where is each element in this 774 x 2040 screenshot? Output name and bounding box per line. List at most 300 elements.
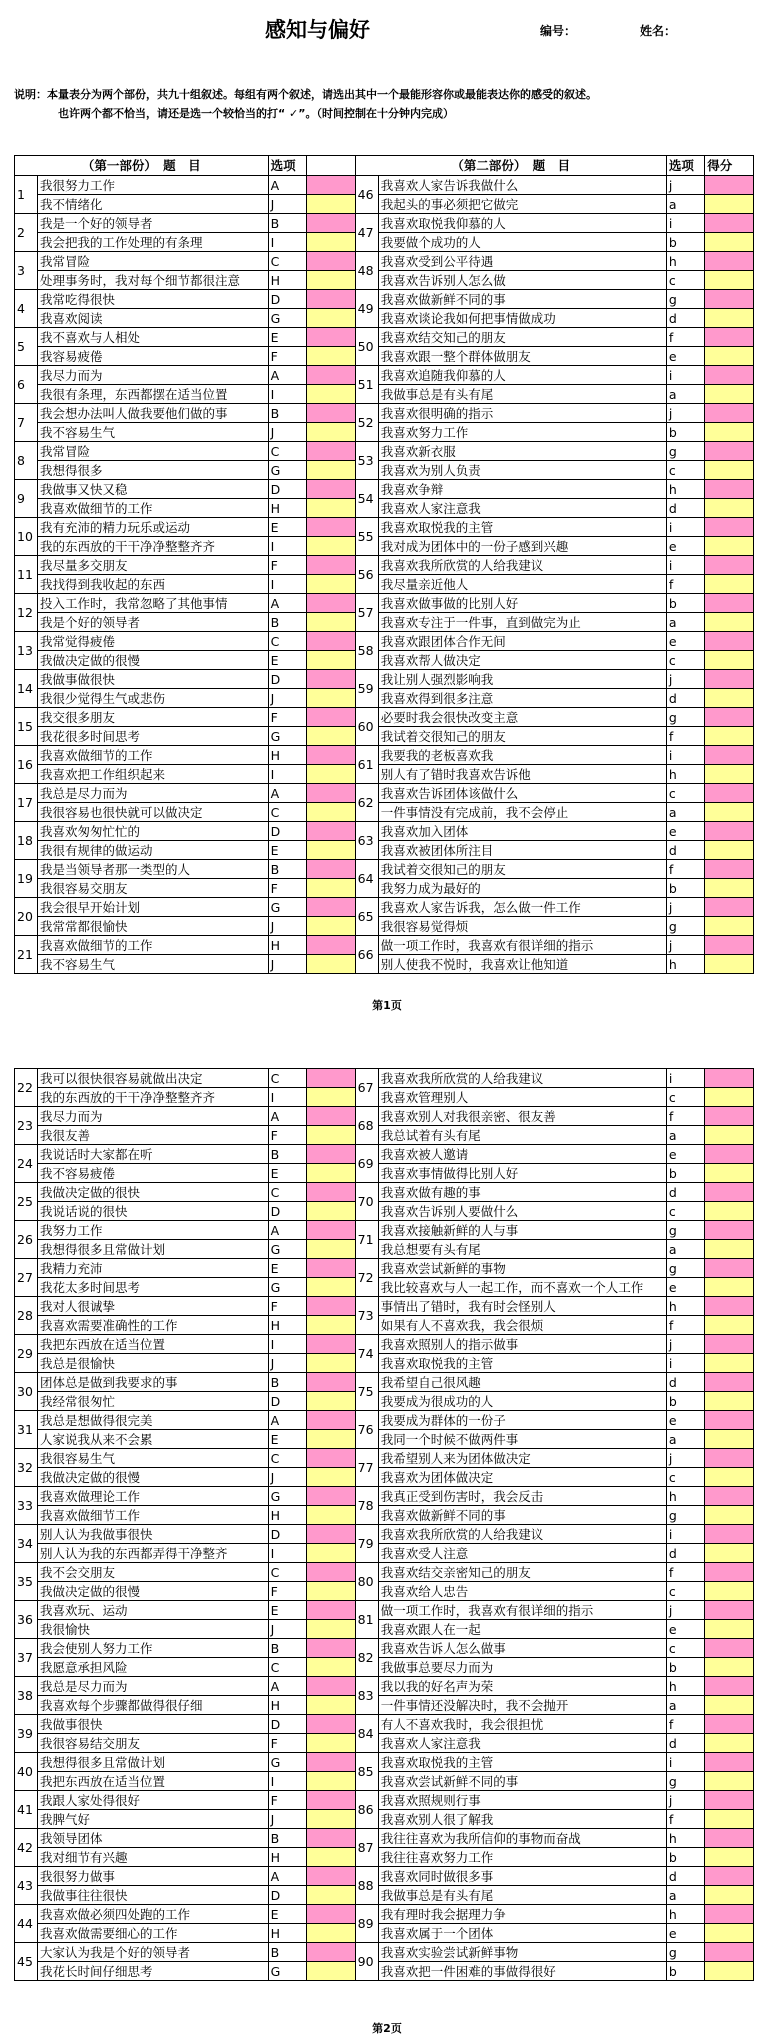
answer-cell-b[interactable] [705,1278,754,1297]
answer-cell-a[interactable] [705,1753,754,1772]
option-letter: E [268,1259,306,1278]
answer-cell-a[interactable] [705,404,754,423]
answer-cell-a[interactable] [705,1183,754,1202]
answer-cell-a[interactable] [306,480,355,499]
answer-cell-b[interactable] [705,1354,754,1373]
answer-cell-b[interactable] [306,879,355,898]
answer-cell-b[interactable] [306,195,355,214]
statement-b: 别人认为我的东西都弄得干净整齐 [38,1544,269,1563]
statement-a: 我说话时大家都在听 [38,1145,269,1164]
instructions-line-2: 也许两个都不恰当，请还是选一个较恰当的打“ ✓”。（时间控制在十分钟内完成） [58,107,455,120]
statement-a: 我是一个好的领导者 [38,214,269,233]
answer-cell-b[interactable] [307,1506,356,1525]
answer-cell-b[interactable] [307,1202,356,1221]
option-letter: C [268,1183,306,1202]
answer-cell-a[interactable] [307,1183,356,1202]
answer-cell-b[interactable] [307,1620,356,1639]
answer-cell-a[interactable] [306,784,355,803]
answer-cell-a[interactable] [705,746,754,765]
answer-cell-b[interactable] [705,1506,754,1525]
answer-cell-b[interactable] [306,271,355,290]
answer-cell-a[interactable] [705,1107,754,1126]
answer-cell-a[interactable] [306,936,355,955]
question-row [15,1069,754,1088]
option-letter: C [268,1449,306,1468]
question-row [15,195,754,214]
statement-b: 我想得很多 [38,461,269,480]
answer-cell-b[interactable] [705,1164,754,1183]
answer-cell-a[interactable] [705,1221,754,1240]
question-row [15,1354,754,1373]
answer-cell-b[interactable] [306,917,355,936]
question-number: 8 [15,442,38,480]
statement-b: 如果有人不喜欢我，我会很烦 [378,1316,666,1335]
answer-cell-a[interactable] [705,1259,754,1278]
statement-b: 我很愉快 [38,1620,269,1639]
statement-a: 我喜欢告诉人怎么做事 [378,1639,666,1658]
option-letter: E [268,1164,306,1183]
question-row [15,670,754,689]
answer-cell-a[interactable] [307,1677,356,1696]
question-row [15,1753,754,1772]
option-letter: h [666,1297,704,1316]
answer-cell-a[interactable] [705,1601,754,1620]
answer-cell-a[interactable] [306,632,355,651]
option-letter: j [666,1449,704,1468]
answer-cell-a[interactable] [705,784,754,803]
answer-cell-b[interactable] [705,1924,754,1943]
answer-cell-a[interactable] [306,898,355,917]
question-number: 23 [15,1107,38,1145]
answer-cell-a[interactable] [307,1107,356,1126]
option-letter: a [666,1696,704,1715]
option-letter: C [268,252,306,271]
answer-cell-a[interactable] [306,746,355,765]
option-letter: e [666,537,704,556]
answer-cell-b[interactable] [306,651,355,670]
answer-cell-b[interactable] [705,1772,754,1791]
statement-b: 我的东西放的干干净净整整齐齐 [38,537,269,556]
question-number: 30 [15,1373,38,1411]
answer-cell-a[interactable] [705,1829,754,1848]
option-letter: f [666,1810,704,1829]
answer-cell-a[interactable] [705,1867,754,1886]
statement-b: 我喜欢每个步骤都做得很仔细 [38,1696,269,1715]
answer-cell-a[interactable] [705,1677,754,1696]
answer-cell-b[interactable] [705,195,754,214]
answer-cell-b[interactable] [705,765,754,784]
answer-cell-b[interactable] [705,461,754,480]
question-row [15,1373,754,1392]
answer-cell-a[interactable] [705,480,754,499]
answer-cell-b[interactable] [306,499,355,518]
answer-cell-a[interactable] [705,632,754,651]
question-row [15,1658,754,1677]
option-letter: E [268,518,306,537]
answer-cell-b[interactable] [307,1088,356,1107]
answer-cell-a[interactable] [705,442,754,461]
statement-a: 我常吃得很快 [38,290,269,309]
question-number: 18 [15,822,38,860]
answer-cell-a[interactable] [307,1259,356,1278]
statement-b: 我喜欢跟一整个群体做朋友 [378,347,666,366]
question-row [15,1164,754,1183]
option-letter: A [268,1677,306,1696]
question-row [15,1734,754,1753]
answer-cell-a[interactable] [705,860,754,879]
answer-cell-b[interactable] [705,841,754,860]
answer-cell-b[interactable] [306,309,355,328]
question-number: 11 [15,556,38,594]
option-letter: h [666,955,704,974]
option-letter: G [268,1240,306,1259]
answer-cell-b[interactable] [705,1088,754,1107]
answer-cell-b[interactable] [306,613,355,632]
answer-cell-b[interactable] [307,1848,356,1867]
answer-cell-a[interactable] [705,1487,754,1506]
statement-b: 我会把我的工作处理的有条理 [38,233,269,252]
option-letter: E [268,1601,306,1620]
statement-a: 我有充沛的精力玩乐或运动 [38,518,269,537]
answer-cell-a[interactable] [307,1373,356,1392]
answer-cell-a[interactable] [307,1221,356,1240]
answer-cell-a[interactable] [307,1335,356,1354]
option-letter: b [666,1962,704,1981]
answer-cell-a[interactable] [705,822,754,841]
question-row [15,461,754,480]
answer-cell-a[interactable] [307,1145,356,1164]
statement-b: 我把东西放在适当位置 [38,1772,269,1791]
question-row [15,518,754,537]
question-row [15,442,754,461]
answer-cell-b[interactable] [306,233,355,252]
question-number: 66 [355,936,378,974]
statement-a: 我常觉得疲倦 [38,632,269,651]
answer-cell-b[interactable] [307,1658,356,1677]
answer-cell-a[interactable] [705,556,754,575]
answer-cell-a[interactable] [307,1905,356,1924]
answer-cell-a[interactable] [306,556,355,575]
answer-cell-b[interactable] [705,499,754,518]
option-letter: B [268,214,306,233]
answer-cell-b[interactable] [705,1582,754,1601]
answer-cell-a[interactable] [307,1791,356,1810]
statement-b: 我很容易交朋友 [38,879,269,898]
option-letter: g [666,1506,704,1525]
option-letter: d [666,841,704,860]
answer-cell-a[interactable] [307,1297,356,1316]
question-number: 16 [15,746,38,784]
answer-cell-b[interactable] [705,1240,754,1259]
statement-b: 我喜欢人家注意我 [378,499,666,518]
answer-cell-a[interactable] [705,1335,754,1354]
answer-cell-a[interactable] [705,1563,754,1582]
answer-cell-b[interactable] [307,1316,356,1335]
answer-cell-b[interactable] [705,955,754,974]
question-row [15,879,754,898]
option-letter: E [268,841,306,860]
statement-a: 我很容易生气 [38,1449,269,1468]
answer-cell-b[interactable] [307,1962,356,1981]
statement-a: 我领导团体 [38,1829,269,1848]
answer-cell-b[interactable] [705,727,754,746]
answer-cell-b[interactable] [705,1620,754,1639]
answer-cell-b[interactable] [306,461,355,480]
answer-cell-a[interactable] [307,1563,356,1582]
statement-a: 我喜欢取悦我的主管 [378,518,666,537]
answer-cell-b[interactable] [705,385,754,404]
answer-cell-b[interactable] [705,1202,754,1221]
statement-a: 我常冒险 [38,252,269,271]
answer-cell-b[interactable] [307,1924,356,1943]
answer-cell-b[interactable] [705,613,754,632]
answer-cell-a[interactable] [705,1145,754,1164]
answer-cell-a[interactable] [307,1943,356,1962]
question-number: 71 [355,1221,378,1259]
answer-cell-b[interactable] [307,1126,356,1145]
answer-cell-b[interactable] [705,879,754,898]
answer-cell-a[interactable] [306,214,355,233]
answer-cell-b[interactable] [705,1848,754,1867]
answer-cell-b[interactable] [307,1696,356,1715]
option-letter: c [666,461,704,480]
statement-b: 我比较喜欢与人一起工作，而不喜欢一个人工作 [378,1278,666,1297]
answer-cell-b[interactable] [307,1354,356,1373]
option-letter: D [268,290,306,309]
answer-cell-a[interactable] [307,1867,356,1886]
statement-b: 我喜欢阅读 [38,309,269,328]
answer-cell-a[interactable] [705,1905,754,1924]
answer-cell-a[interactable] [307,1449,356,1468]
statement-b: 我尽量亲近他人 [378,575,666,594]
question-number: 36 [15,1601,38,1639]
answer-cell-b[interactable] [705,1886,754,1905]
answer-cell-b[interactable] [705,575,754,594]
statement-a: 我希望别人来为团体做决定 [378,1449,666,1468]
answer-cell-b[interactable] [705,1468,754,1487]
answer-cell-b[interactable] [307,1430,356,1449]
answer-cell-b[interactable] [307,1468,356,1487]
answer-cell-a[interactable] [306,518,355,537]
question-number: 79 [355,1525,378,1563]
answer-cell-a[interactable] [705,1411,754,1430]
answer-cell-a[interactable] [306,860,355,879]
answer-cell-a[interactable] [306,670,355,689]
answer-cell-b[interactable] [705,803,754,822]
statement-b: 我很容易也很快就可以做决定 [38,803,269,822]
question-number: 50 [355,328,378,366]
question-row [15,290,754,309]
answer-cell-b[interactable] [705,233,754,252]
answer-cell-a[interactable] [705,252,754,271]
answer-cell-a[interactable] [306,442,355,461]
answer-cell-a[interactable] [705,176,754,195]
question-number: 58 [355,632,378,670]
answer-cell-a[interactable] [705,670,754,689]
answer-cell-a[interactable] [306,176,355,195]
option-letter: f [666,860,704,879]
question-number: 31 [15,1411,38,1449]
answer-cell-a[interactable] [306,290,355,309]
answer-cell-a[interactable] [307,1715,356,1734]
answer-cell-a[interactable] [705,898,754,917]
option-letter: d [666,309,704,328]
answer-cell-a[interactable] [705,594,754,613]
answer-cell-a[interactable] [307,1829,356,1848]
statement-b: 我做事总是有头有尾 [378,385,666,404]
option-letter: C [268,1658,306,1677]
option-letter: f [666,1316,704,1335]
answer-cell-b[interactable] [705,1392,754,1411]
answer-cell-b[interactable] [306,841,355,860]
name-field-label: 姓名： [640,24,677,38]
answer-cell-a[interactable] [307,1601,356,1620]
statement-b: 我喜欢告诉别人怎么做 [378,271,666,290]
statement-b: 我做事往往很快 [38,1886,269,1905]
question-number: 39 [15,1715,38,1753]
option-letter: f [666,1563,704,1582]
answer-cell-b[interactable] [705,1430,754,1449]
question-number: 49 [355,290,378,328]
answer-cell-b[interactable] [307,1734,356,1753]
answer-cell-a[interactable] [307,1525,356,1544]
question-number: 20 [15,898,38,936]
statement-b: 我不容易生气 [38,423,269,442]
option-letter: d [666,499,704,518]
statement-a: 我会想办法叫人做我要他们做的事 [38,404,269,423]
answer-cell-b[interactable] [705,917,754,936]
answer-cell-a[interactable] [306,822,355,841]
answer-cell-b[interactable] [705,1544,754,1563]
answer-cell-b[interactable] [306,803,355,822]
answer-cell-a[interactable] [705,1791,754,1810]
option-letter: J [268,1620,306,1639]
answer-cell-b[interactable] [307,1886,356,1905]
answer-cell-a[interactable] [307,1069,356,1088]
option-letter: b [666,1164,704,1183]
answer-cell-b[interactable] [306,727,355,746]
answer-cell-a[interactable] [705,1943,754,1962]
answer-cell-b[interactable] [705,1126,754,1145]
answer-cell-a[interactable] [705,1297,754,1316]
answer-cell-b[interactable] [705,689,754,708]
question-number: 53 [355,442,378,480]
question-row [15,1126,754,1145]
answer-cell-b[interactable] [307,1164,356,1183]
statement-b: 我总想要有头有尾 [378,1240,666,1259]
question-number: 90 [355,1943,378,1981]
answer-cell-b[interactable] [306,385,355,404]
question-row [15,1335,754,1354]
option-letter: d [666,1867,704,1886]
answer-cell-a[interactable] [705,1373,754,1392]
answer-cell-a[interactable] [705,1715,754,1734]
answer-cell-b[interactable] [307,1772,356,1791]
answer-cell-b[interactable] [705,309,754,328]
answer-cell-a[interactable] [306,594,355,613]
answer-cell-b[interactable] [705,651,754,670]
answer-cell-b[interactable] [306,689,355,708]
option-letter: i [666,214,704,233]
question-row [15,822,754,841]
answer-cell-b[interactable] [307,1278,356,1297]
statement-b: 我经常很匆忙 [38,1392,269,1411]
statement-b: 我喜欢别人很了解我 [378,1810,666,1829]
answer-cell-a[interactable] [705,518,754,537]
answer-cell-b[interactable] [307,1582,356,1601]
answer-cell-b[interactable] [306,765,355,784]
statement-b: 我不容易疲倦 [38,1164,269,1183]
option-letter: B [268,1829,306,1848]
answer-cell-b[interactable] [705,1316,754,1335]
option-letter: J [268,917,306,936]
part2-header: （第二部份） 题 目 [355,156,666,176]
answer-cell-b[interactable] [307,1544,356,1563]
answer-cell-a[interactable] [307,1411,356,1430]
answer-cell-b[interactable] [306,537,355,556]
answer-cell-b[interactable] [307,1392,356,1411]
answer-cell-b[interactable] [306,347,355,366]
answer-cell-a[interactable] [705,1069,754,1088]
answer-cell-a[interactable] [306,366,355,385]
answer-cell-a[interactable] [307,1487,356,1506]
option-letter: A [268,1867,306,1886]
answer-cell-b[interactable] [705,1658,754,1677]
answer-cell-b[interactable] [705,1810,754,1829]
answer-cell-a[interactable] [705,214,754,233]
answer-cell-a[interactable] [705,290,754,309]
answer-cell-b[interactable] [306,575,355,594]
question-number: 52 [355,404,378,442]
option-letter: D [268,1392,306,1411]
answer-cell-a[interactable] [705,708,754,727]
answer-cell-a[interactable] [705,1525,754,1544]
answer-cell-b[interactable] [705,423,754,442]
statement-a: 我喜欢玩、运动 [38,1601,269,1620]
answer-cell-a[interactable] [307,1639,356,1658]
answer-cell-a[interactable] [705,936,754,955]
answer-cell-a[interactable] [705,328,754,347]
option-letter: F [268,556,306,575]
question-row [15,1506,754,1525]
answer-cell-b[interactable] [705,1962,754,1981]
answer-cell-a[interactable] [307,1753,356,1772]
answer-cell-b[interactable] [705,1734,754,1753]
answer-cell-a[interactable] [306,708,355,727]
answer-cell-a[interactable] [306,404,355,423]
question-number: 35 [15,1563,38,1601]
statement-a: 我总是尽力而为 [38,784,269,803]
question-row [15,1582,754,1601]
question-number: 43 [15,1867,38,1905]
answer-cell-b[interactable] [306,423,355,442]
answer-cell-b[interactable] [705,347,754,366]
answer-cell-b[interactable] [307,1240,356,1259]
statement-b: 我很容易觉得烦 [378,917,666,936]
answer-cell-a[interactable] [705,1639,754,1658]
answer-cell-a[interactable] [705,366,754,385]
option-letter: g [666,442,704,461]
answer-cell-b[interactable] [307,1810,356,1829]
answer-cell-a[interactable] [306,328,355,347]
answer-cell-b[interactable] [306,955,355,974]
answer-cell-a[interactable] [306,252,355,271]
answer-cell-b[interactable] [705,1696,754,1715]
answer-cell-b[interactable] [705,271,754,290]
answer-cell-a[interactable] [705,1449,754,1468]
statement-b: 我努力成为最好的 [378,879,666,898]
answer-cell-b[interactable] [705,537,754,556]
